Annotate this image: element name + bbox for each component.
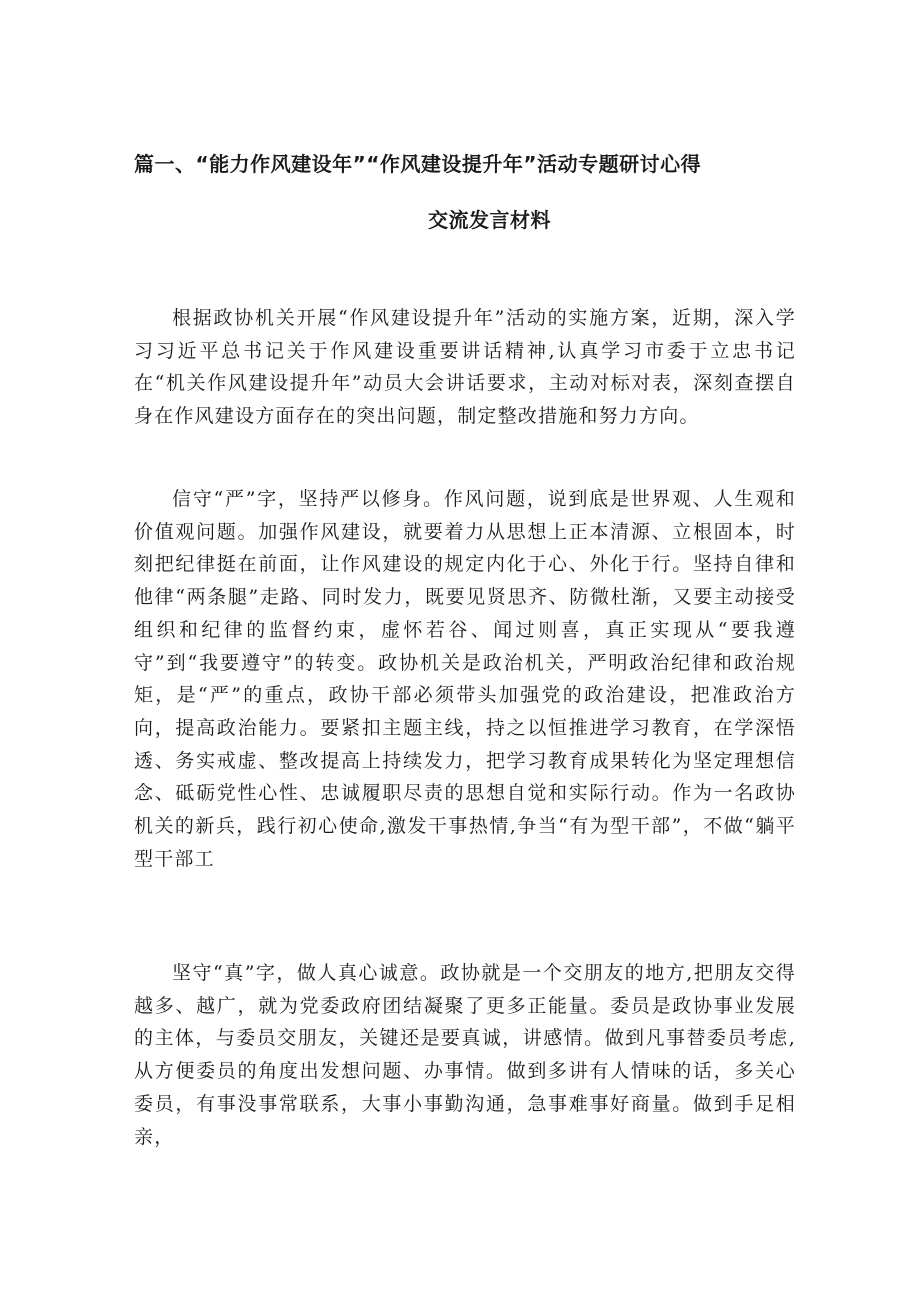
body-paragraph-3: 坚守“真”字，做人真心诚意。政协就是一个交朋友的地方,把朋友交得越多、越广，就为党委政府团结凝聚了更多正能量。委员是政协事业发展的主体，与委员交朋友，关键还是要真诚，讲感情。做到凡事替委员考虑,从方便委员的角度出发想问题、办事情。做到多讲有人情味的话，多关心委员，有事没事常联系，大事小事勤沟通，急事难事好商量。做到手足相亲， xyxy=(134,962,796,1148)
document-title-line-2: 交流发言材料 xyxy=(428,208,551,232)
body-paragraph-2: 信守“严”字，坚持严以修身。作风问题，说到底是世界观、人生观和价值观问题。加强作风建设，就要着力从思想上正本清源、立根固本，时刻把纪律挺在前面，让作风建设的规定内化于心、外化于行。坚持自律和他律“两条腿”走路、同时发力，既要见贤思齐、防微杜渐，又要主动接受组织和纪律的监督约束，虚怀若谷、闻过则喜，真正实现从“要我遵守”到“我要遵守”的转变。政协机关是政治机关，严明政治纪律和政治规矩，是“严”的重点，政协干部必须带头加强党的政治建设，把准政治方向，提高政治能力。要紧扣主题主线，持之以恒推进学习教育，在学深悟透、务实戒虚、整改提高上持续发力，把学习教育成果转化为坚定理想信念、砥砺党性心性、忠诚履职尽责的思想自觉和实际行动。作为一名政协机关的新兵，践行初心使命,激发干事热情,争当“有为型干部”，不做“躺平型干部工 xyxy=(134,488,796,870)
document-title-line-1: 篇一、“能力作风建设年”“作风建设提升年”活动专题研讨心得 xyxy=(134,152,702,176)
body-paragraph-1: 根据政协机关开展“作风建设提升年”活动的实施方案，近期，深入学习习近平总书记关于作风建设重要讲话精神,认真学习市委于立忠书记在“机关作风建设提升年”动员大会讲话要求，主动对标对表，深刻查摆自身在作风建设方面存在的突出问题，制定整改措施和努力方向。 xyxy=(134,307,796,428)
